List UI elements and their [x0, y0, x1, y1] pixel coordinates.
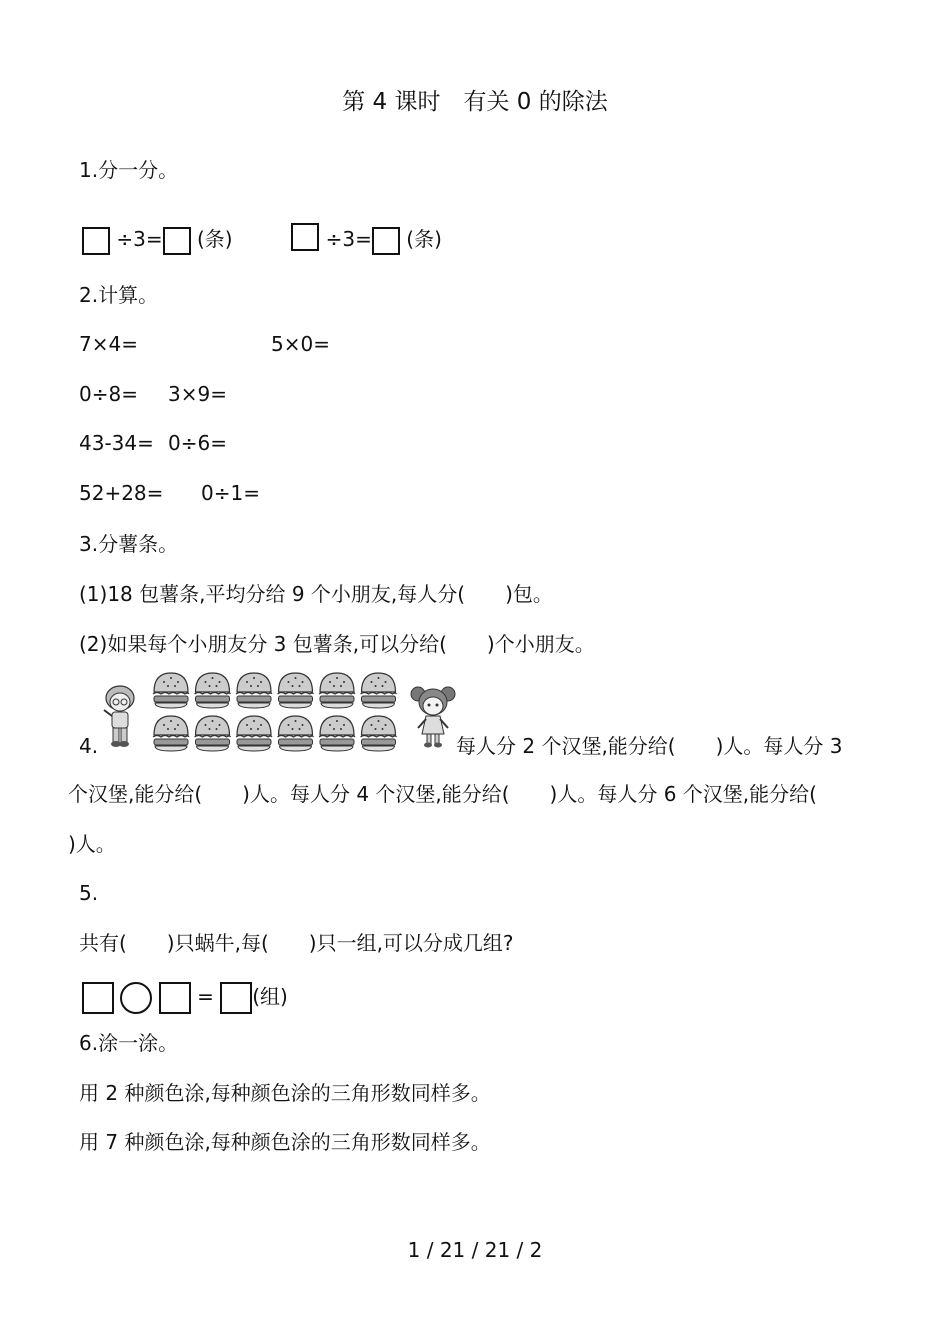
answer-box[interactable] — [372, 227, 400, 255]
q3-heading: 3.分薯条。 — [79, 532, 179, 556]
girl-illustration — [408, 684, 458, 748]
answer-box[interactable] — [220, 982, 252, 1014]
q4-text-line3: )人。 — [68, 832, 116, 856]
q1-heading: 1.分一分。 — [79, 158, 179, 182]
burger-icon — [236, 716, 272, 751]
page-footer: 1 / 21 / 21 / 2 — [407, 1238, 543, 1262]
burger-icon — [195, 673, 231, 708]
answer-box[interactable] — [159, 982, 191, 1014]
q5-equals: = — [197, 984, 214, 1009]
q4-number: 4. — [79, 734, 99, 758]
calc-item: 5×0= — [271, 332, 330, 356]
calc-item: 0÷8= — [79, 382, 138, 406]
burger-icon — [361, 673, 397, 708]
q6-line1: 用 2 种颜色涂,每种颜色涂的三角形数同样多。 — [79, 1081, 491, 1105]
q1-expressions — [82, 225, 442, 255]
q1-expr1-op: ÷3= — [116, 227, 163, 251]
q1-expr1-unit: (条) — [196, 227, 233, 251]
answer-box[interactable] — [163, 227, 191, 255]
calc-item: 52+28= — [79, 481, 164, 505]
calc-item: 0÷1= — [201, 481, 260, 505]
burger-icon — [195, 716, 231, 751]
calc-item: 7×4= — [79, 332, 138, 356]
burger-icon — [278, 716, 314, 751]
burger-icon — [278, 673, 314, 708]
q6-line2: 用 7 种颜色涂,每种颜色涂的三角形数同样多。 — [79, 1130, 491, 1154]
q1-expr2-op: ÷3= — [325, 227, 372, 251]
answer-box[interactable] — [82, 982, 114, 1014]
calc-item: 0÷6= — [168, 431, 227, 455]
q6-heading: 6.涂一涂。 — [79, 1031, 179, 1055]
calc-item: 3×9= — [168, 382, 227, 406]
q3-part1: (1)18 包薯条,平均分给 9 个小朋友,每人分( )包。 — [79, 582, 553, 606]
q5-number: 5. — [79, 881, 99, 905]
burger-icon — [236, 673, 272, 708]
q5-unit: (组) — [252, 984, 288, 1009]
q5-expression — [82, 982, 288, 1014]
page-title: 第 4 课时 有关 0 的除法 — [342, 89, 608, 115]
calc-item: 43-34= — [79, 431, 154, 455]
burger-icon — [319, 716, 355, 751]
burger-icon — [153, 673, 189, 708]
q2-heading: 2.计算。 — [79, 283, 159, 307]
answer-box[interactable] — [82, 227, 110, 255]
boy-illustration — [98, 684, 142, 748]
burger-icon — [361, 716, 397, 751]
answer-box[interactable] — [291, 223, 319, 251]
q1-expr2-unit: (条) — [406, 227, 442, 251]
q4-text-line2: 个汉堡,能分给( )人。每人分 4 个汉堡,能分给( )人。每人分 6 个汉堡,能分给( — [68, 782, 817, 806]
q5-text: 共有( )只蜗牛,每( )只一组,可以分成几组? — [79, 931, 514, 955]
burger-icon — [153, 716, 189, 751]
burger-icon — [319, 673, 355, 708]
q3-part2: (2)如果每个小朋友分 3 包薯条,可以分给( )个小朋友。 — [79, 632, 595, 656]
q4-text-line1: 每人分 2 个汉堡,能分给( )人。每人分 3 — [456, 734, 843, 758]
burgers-illustration — [150, 668, 400, 752]
operator-circle[interactable] — [120, 982, 152, 1014]
